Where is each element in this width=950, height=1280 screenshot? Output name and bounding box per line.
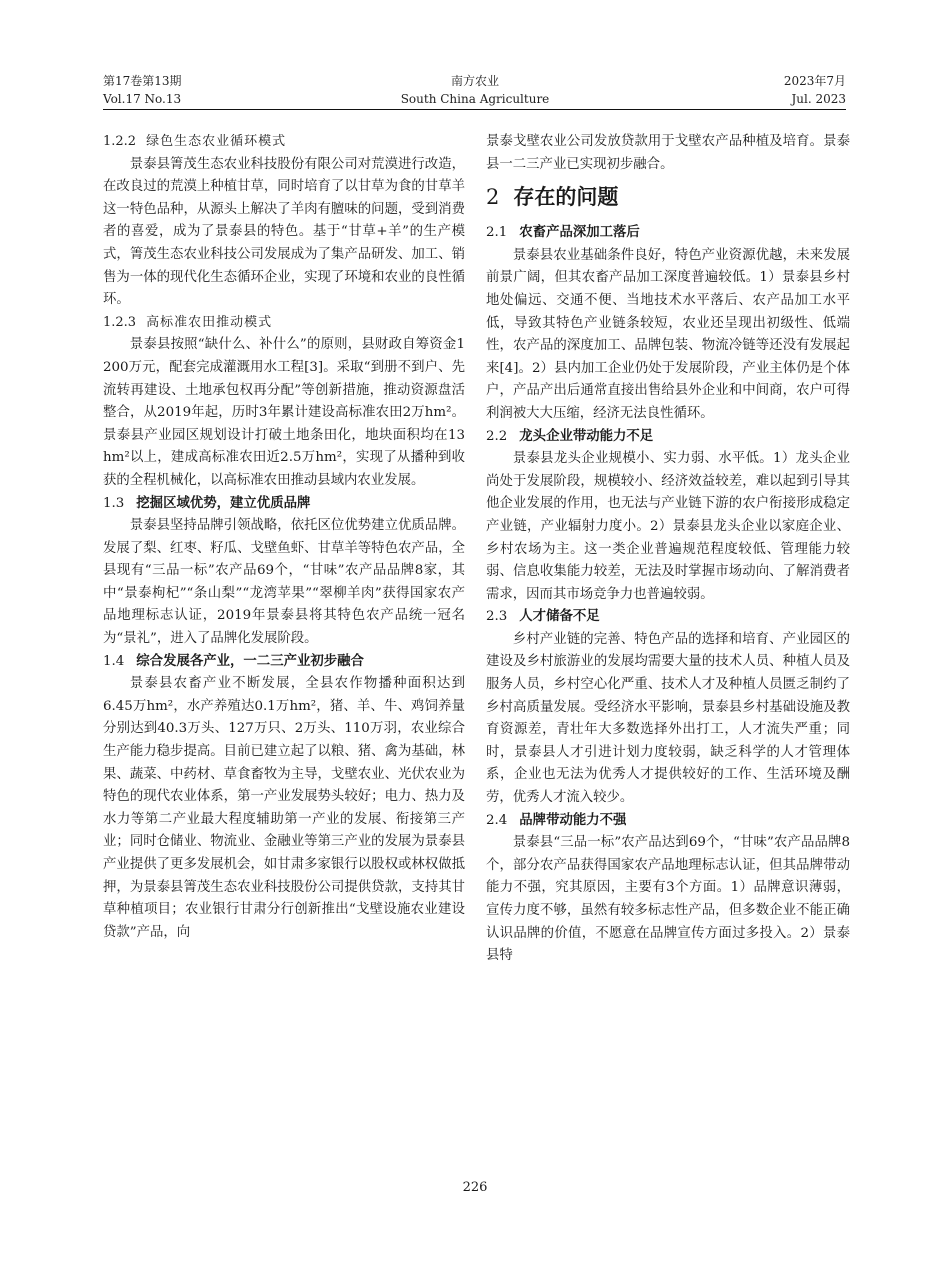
subsection-heading [486,810,850,833]
date-en: Jul. 2023 [791,92,846,106]
heading-number: 1.3 [103,495,125,511]
journal-title-en: South China Agriculture [400,92,550,106]
volume-cn: 第17卷第13期 [103,74,182,88]
paragraph: 景泰县按照“缺什么、补什么”的原则，县财政自筹资金1 200万元，配套完成灌溉用水工程[3]。采取“到册不到户、先流转再建设、土地承包权再分配”等创新措施，推动资源盘活整合，从2019年起，历时3年累计建设高标准农田2万hm²。景泰县产业园区规划设计打破土地条田化，地块面积均在13 hm²以上，建成高标准农田近2.5万hm²，实现了从播种到收获的全程机械化，以高标准农田推动县域内农业发展。 [103,337,465,488]
subsection-heading [103,651,465,674]
paragraph: 景泰县“三品一标”农产品达到69个，“甘味”农产品品牌8个，部分农产品获得国家农产品地理标志认证，但其品牌带动能力不强，究其原因，主要有3个方面。1）品牌意识薄弱，宣传力度不够，虽然有较多标志性产品，但多数企业不能正确认识品牌的价值，不愿意在品牌宣传方面过多投入。2）景泰县特 [486,835,850,964]
right-column [486,131,850,968]
heading-title: 综合发展各产业，一二三产业初步融合 [136,653,364,669]
volume-en: Vol.17 No.13 [103,92,182,106]
paragraph: 景泰县坚持品牌引领战略，依托区位优势建立优质品牌。发展了梨、红枣、籽瓜、戈壁鱼虾、甘草羊等特色农产品，全县现有“三品一标”农产品69个，“甘味”农产品品牌8家，其中“景泰枸杞”“条山梨”“龙湾苹果”“翠柳羊肉”获得国家农产品地理标志认证，2019年景泰县将其特色农产品统一冠名为“景礼”，进入了品牌化发展阶段。 [103,518,465,647]
heading-number: 2 [486,185,500,210]
paragraph: 乡村产业链的完善、特色产品的选择和培育、产业园区的建设及乡村旅游业的发展均需要大量的技术人员、种植人员及服务人员，乡村空心化严重、技术人才及种植人员匮乏制约了乡村高质量发展。受经济水平影响，景泰县乡村基础设施及教育资源差，青壮年大多数选择外出打工，人才流失严重；同时，景泰县人才引进计划力度较弱，缺乏科学的人才管理体系，企业也无法为优秀人才提供较好的工作、生活环境及酬劳，优秀人才流入较少。 [486,631,850,806]
heading-number: 1.4 [103,653,125,669]
subsection-heading [486,426,850,449]
journal-date [784,72,846,108]
journal-title-cn: 南方农业 [450,74,499,88]
heading-title: 农畜产品深加工落后 [519,225,640,241]
subsection-heading [486,222,850,245]
paragraph: 景泰县箐茂生态农业科技股份有限公司对荒漠进行改造，在改良过的荒漠上种植甘草，同时培育了以甘草为食的甘草羊这一特色品种，从源头上解决了羊肉有膻味的问题，受到消费者的喜爱，成为了景泰县的特色。基于“甘草+羊”的生产模式，箐茂生态农业科技公司发展成为了集产品研发、加工、销售为一体的现代化生态循环企业，实现了环境和农业的良性循环。 [103,156,465,308]
heading-number: 1.2.3 [103,314,137,330]
paragraph: 景泰县农畜产业不断发展，全县农作物播种面积达到6.45万hm²，水产养殖达0.1万hm²，猪、羊、牛、鸡饲养量分别达到40.3万头、127万只、2万头、110万羽，农业综合生产能力稳步提高。目前已建立起了以粮、猪、禽为基础，林果、蔬菜、中药材、草食畜牧为主导，戈壁农业、光伏农业为特色的现代农业体系，第一产业发展势头较好；电力、热力及水力等第二产业最大程度辅助第一产业的发展、衔接第三产业；同时仓储业、物流业、金融业等第三产业的发展为景泰县产业提供了更多发展机会，如甘肃多家银行以股权或林权做抵押，为景泰县箐茂生态农业科技股份公司提供贷款，支持其甘草种植项目；农业银行甘肃分行创新推出“戈壁设施农业建设贷款”产品，向 [103,676,465,940]
heading-title: 挖掘区域优势，建立优质品牌 [136,495,311,511]
heading-number: 2.3 [486,609,508,625]
section-heading [486,180,850,214]
heading-number: 2.2 [486,428,508,444]
page-number: 226 [462,1180,488,1195]
paragraph: 景泰县龙头企业规模小、实力弱、水平低。1）龙头企业尚处于发展阶段，规模较小、经济效益较差，难以起到引导其他企业发展的作用，也无法与产业链下游的农户衔接形成稳定产业链，产业辐射力度小。2）景泰县龙头企业以家庭企业、乡村农场为主。这一类企业普遍规范程度较低、管理能力较弱、信息收集能力较差，无法及时掌握市场动向、了解消费者需求，因而其市场竞争力也普遍较弱。 [486,451,850,602]
heading-title: 绿色生态农业循环模式 [146,134,287,149]
paragraph: 景泰县农业基础条件良好，特色产业资源优越，未来发展前景广阔，但其农畜产品加工深度普遍较低。1）景泰县乡村地处偏远、交通不便、当地技术水平落后、农产品加工水平低，导致其特色产业链条较短，农业还呈现出初级性、低端性，农产品的深度加工、品牌包装、物流冷链等还没有发展起来[4]。2）县内加工企业仍处于发展阶段，产业主体仍是个体户，产品产出后通常直接出售给县外企业和中间商，农户可得利润被大大压缩，经济无法良性循环。 [486,247,850,421]
heading-title: 人才储备不足 [519,609,600,625]
paragraph: 景泰戈壁农业公司发放贷款用于戈壁农产品种植及培育。景泰县一二三产业已实现初步融合。 [486,134,850,172]
date-cn: 2023年7月 [783,74,846,88]
subsection-heading [486,606,850,629]
subsection-heading [103,493,465,516]
heading-title: 高标准农田推动模式 [146,314,273,330]
heading-number: 1.2.2 [103,134,137,149]
subsubsection-heading [103,312,465,335]
header-rule [103,109,846,110]
heading-title: 存在的问题 [513,184,619,210]
heading-title: 品牌带动能力不强 [519,812,627,828]
subsubsection-heading [103,131,465,154]
heading-number: 2.1 [486,225,508,241]
heading-title: 龙头企业带动能力不足 [519,428,654,444]
heading-number: 2.4 [486,812,508,828]
left-column [103,131,465,944]
